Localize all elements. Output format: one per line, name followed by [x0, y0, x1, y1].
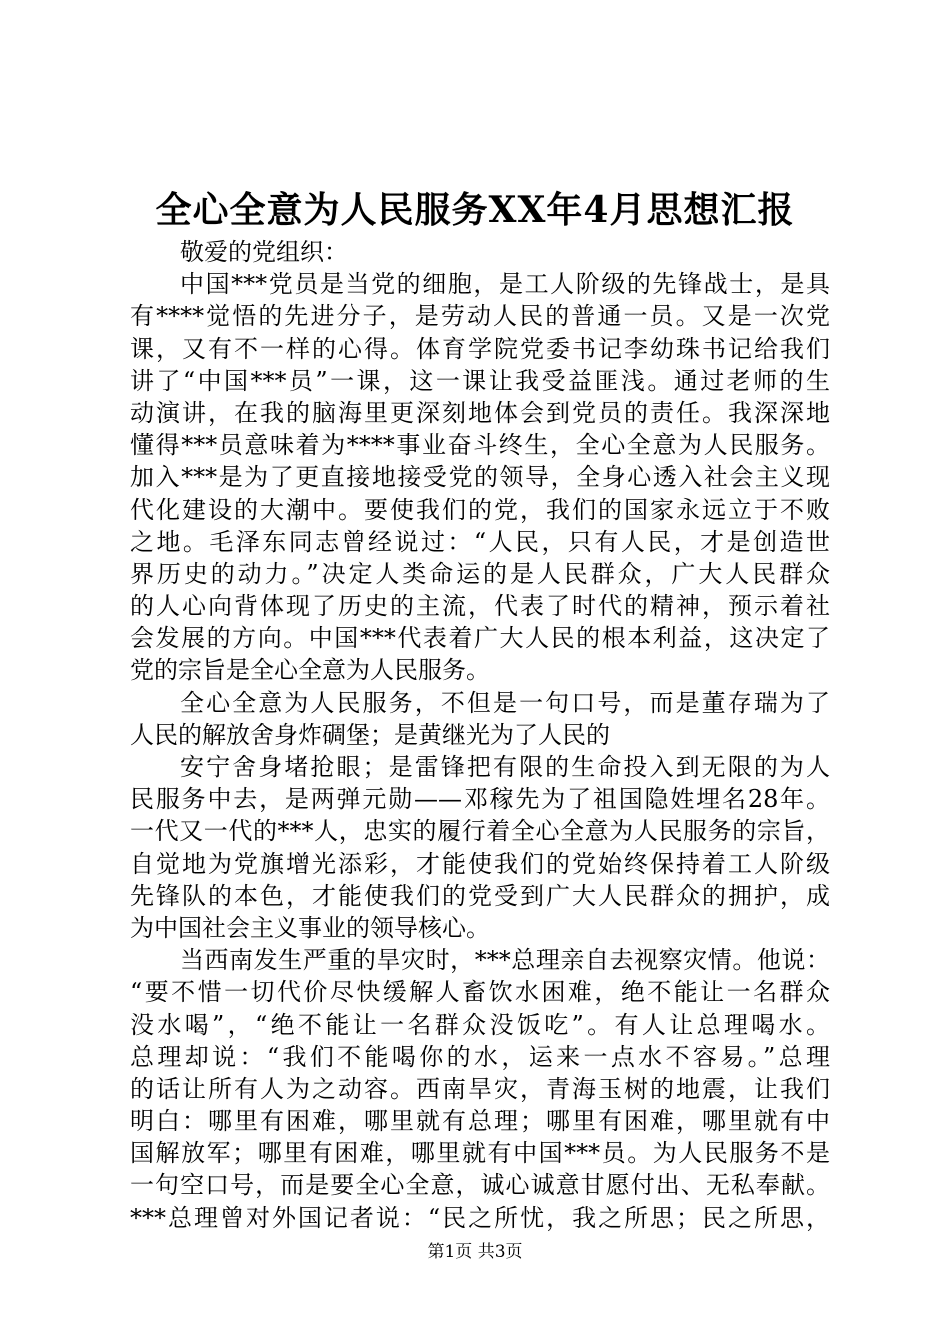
body-line: 一句空口号，而是要全心全意，诚心诚意甘愿付出、无私奉献。: [130, 1171, 830, 1200]
body-line: ***总理曾对外国记者说：“民之所忧，我之所思；民之所思，: [130, 1203, 830, 1232]
body-line: 民服务中去，是两弹元勋——邓稼先为了祖国隐姓埋名28年。: [130, 785, 830, 814]
body-line: 课，又有不一样的心得。体育学院党委书记李幼珠书记给我们: [130, 334, 830, 363]
body-line: 懂得***员意味着为****事业奋斗终生，全心全意为人民服务。: [130, 431, 830, 460]
document-body: [130, 236, 830, 1234]
body-line: 讲了“中国***员”一课，这一课让我受益匪浅。通过老师的生: [130, 366, 830, 395]
document-title: 全心全意为人民服务XX年4月思想汇报: [155, 189, 795, 231]
body-line: 动演讲，在我的脑海里更深刻地体会到党员的责任。我深深地: [130, 398, 830, 427]
body-line: 先锋队的本色，才能使我们的党受到广大人民群众的拥护，成: [130, 881, 830, 910]
body-line: 代化建设的大潮中。要使我们的党，我们的国家永远立于不败: [130, 495, 830, 524]
salutation: 敬爱的党组织：: [180, 238, 348, 266]
body-line: 中国***党员是当党的细胞，是工人阶级的先锋战士，是具: [180, 270, 830, 299]
body-line: 国解放军；哪里有困难，哪里就有中国***员。为人民服务不是: [130, 1139, 830, 1168]
body-line: 安宁舍身堵抢眼；是雷锋把有限的生命投入到无限的为人: [180, 753, 830, 781]
body-line: 一代又一代的***人，忠实的履行着全心全意为人民服务的宗旨，: [130, 817, 830, 846]
body-line: 自觉地为党旗增光添彩，才能使我们的党始终保持着工人阶级: [130, 849, 830, 878]
body-line: 当西南发生严重的旱灾时，***总理亲自去视察灾情。他说：: [180, 946, 830, 975]
body-line: 全心全意为人民服务，不但是一句口号，而是董存瑞为了: [180, 688, 830, 717]
body-line: 会发展的方向。中国***代表着广大人民的根本利益，这决定了: [130, 624, 830, 653]
body-line: 总理却说：“我们不能喝你的水，运来一点水不容易。”总理: [130, 1042, 830, 1071]
body-line: 的话让所有人为之动容。西南旱灾，青海玉树的地震，让我们: [130, 1074, 830, 1103]
body-line: 界历史的动力。”决定人类命运的是人民群众，广大人民群众: [130, 559, 830, 588]
body-line: 之地。毛泽东同志曾经说过：“人民，只有人民，才是创造世: [130, 527, 830, 556]
body-line: “要不惜一切代价尽快缓解人畜饮水困难，绝不能让一名群众: [130, 978, 830, 1007]
page-footer: 第1页 共3页: [427, 1242, 523, 1262]
body-line: 的人心向背体现了历史的主流，代表了时代的精神，预示着社: [130, 592, 830, 621]
body-line: 加入***是为了更直接地接受党的领导，全身心透入社会主义现: [130, 463, 830, 492]
body-line: 人民的解放舍身炸碉堡；是黄继光为了人民的: [130, 720, 610, 749]
body-line: 明白：哪里有困难，哪里就有总理；哪里有困难，哪里就有中: [130, 1107, 830, 1136]
body-line: 没水喝”，“绝不能让一名群众没饭吃”。有人让总理喝水。: [130, 1010, 830, 1039]
body-line: 为中国社会主义事业的领导核心。: [130, 913, 490, 942]
body-line: 有****觉悟的先进分子，是劳动人民的普通一员。又是一次党: [130, 302, 830, 331]
body-line: 党的宗旨是全心全意为人民服务。: [130, 656, 490, 685]
